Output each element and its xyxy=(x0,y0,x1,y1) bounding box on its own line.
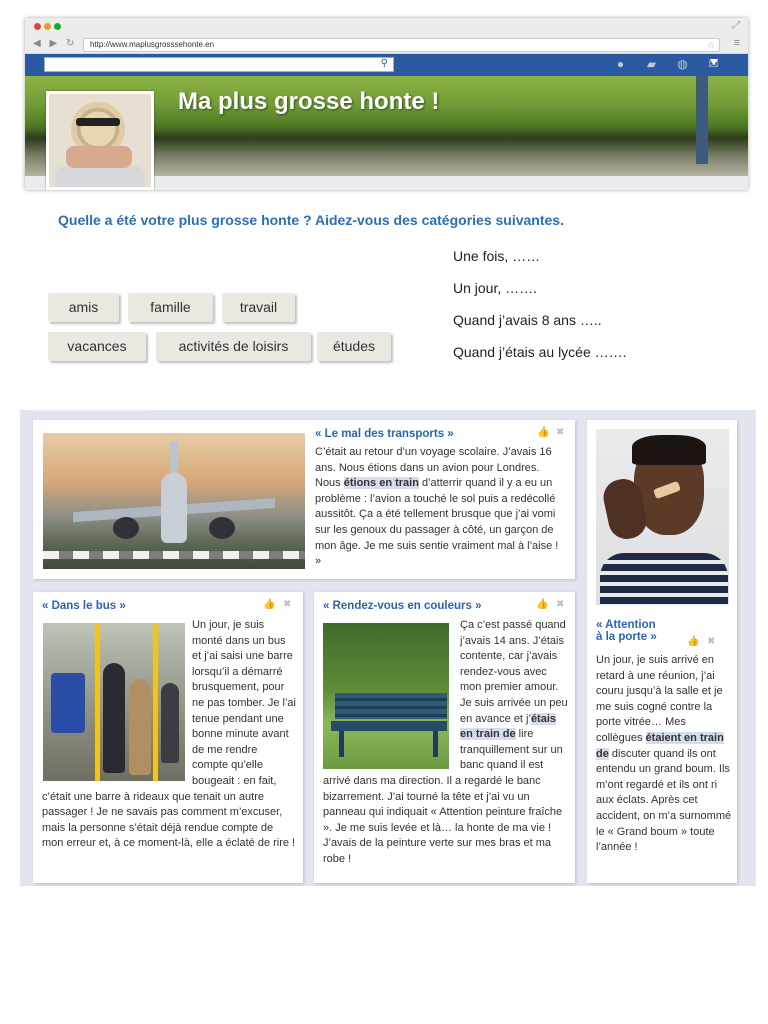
mail-icon[interactable]: ✉ xyxy=(708,57,719,71)
story-text xyxy=(596,653,732,856)
question-heading: Quelle a été votre plus grosse honte ? Aidez-vous des catégories suivantes. xyxy=(58,212,564,228)
close-window-icon[interactable] xyxy=(34,23,41,30)
fullscreen-icon[interactable]: ⤢ xyxy=(732,20,740,31)
site-search-input[interactable] xyxy=(44,57,394,72)
tag-amis[interactable]: amis xyxy=(48,293,119,322)
story-card-bus xyxy=(33,592,303,883)
story-text-part: d’atterrir quand il y a eu un problème : l’avion a touché le sol puis a redécollé aussitôt. Ça a été tellement brusque que j’ai vomi sur les genoux du passager à côté, un garçon de mon âge. Je me suis sentie vraiment mal à l’aise ! » xyxy=(315,477,559,568)
close-icon[interactable]: ✖ xyxy=(707,636,716,647)
runway xyxy=(43,551,305,559)
site-navbar xyxy=(25,54,748,76)
story-title: « Le mal des transports » xyxy=(315,428,454,440)
story-card-transports xyxy=(33,420,575,579)
like-icon[interactable]: 👍 xyxy=(536,599,549,610)
close-icon[interactable]: ✖ xyxy=(556,427,565,438)
starter-2: Un jour, ……. xyxy=(453,280,538,296)
story-text-part: Ça c’est passé quand j’avais 14 ans. J’étais contente, car j’avais rendez-vous avec mon premier amour. Je suis arrivée un peu en avance et j’ xyxy=(460,619,568,725)
panel-tab xyxy=(32,409,147,411)
plane-fuselage xyxy=(161,473,187,543)
highlight-text: étais en train de xyxy=(460,712,557,741)
address-toolbar xyxy=(25,36,748,54)
story-card-porte xyxy=(587,420,737,883)
story-card-couleurs xyxy=(314,592,575,883)
plane-engine-right xyxy=(209,517,235,539)
tag-activites-de-loisirs[interactable]: activités de loisirs xyxy=(156,332,311,361)
story-text-part: lire tranquillement sur un banc quand il est arrivé dans ma direction. Il a regardé le banc bizarrement. J’ai tourné la tête et j’ai vu un panneau qui indiquait « Attention peinture fraîche ». Je me suis levée et là… la honte de ma vie ! J’avais de la peinture verte sur mes bras et ma robe ! xyxy=(323,728,563,865)
window-titlebar xyxy=(25,18,748,36)
story-text xyxy=(42,618,296,852)
tag-travail[interactable]: travail xyxy=(222,293,295,322)
highlight-text: étions en train xyxy=(343,477,419,490)
tag-famille[interactable]: famille xyxy=(128,293,213,322)
tag-vacances[interactable]: vacances xyxy=(48,332,146,361)
close-icon[interactable]: ✖ xyxy=(556,599,565,610)
plane-tail xyxy=(170,441,178,477)
photo-float-spacer xyxy=(323,618,460,768)
page-title: Ma plus grosse honte ! xyxy=(178,88,440,115)
story-title: « Rendez-vous en couleurs » xyxy=(323,600,482,612)
story-text xyxy=(315,445,567,570)
story-title-line: à la porte » xyxy=(596,631,657,643)
avatar-hands xyxy=(66,146,132,168)
bookmark-star-icon[interactable]: ☆ xyxy=(706,40,715,50)
avatar[interactable] xyxy=(46,91,154,190)
starter-3: Quand j’avais 8 ans ….. xyxy=(453,312,602,328)
photo-float-spacer xyxy=(42,618,192,786)
story-text-part: C’était au retour d’un voyage scolaire. J’avais 16 ans. Nous étions dans un avion pour Londres. Nous xyxy=(315,446,552,490)
like-icon[interactable]: 👍 xyxy=(537,427,550,438)
starter-4: Quand j’étais au lycée ……. xyxy=(453,344,627,360)
maximize-window-icon[interactable] xyxy=(54,23,61,30)
airplane-photo xyxy=(43,433,305,569)
story-text-part: discuter quand ils ont entendu un grand boum. Ils m’ont regardé et ils ont ri aux éclats. Après cet accident, on m’a surnommé le « Grand boum » toute l’année ! xyxy=(596,747,732,854)
minimize-window-icon[interactable] xyxy=(44,23,51,30)
like-icon[interactable]: 👍 xyxy=(687,636,700,647)
starter-1: Une fois, …… xyxy=(453,248,541,264)
profile-icon[interactable]: ● xyxy=(616,57,625,71)
plane-engine-left xyxy=(113,517,139,539)
browser-window xyxy=(25,18,748,190)
address-bar[interactable] xyxy=(83,38,720,52)
globe-icon[interactable]: ◍ xyxy=(677,57,688,71)
story-title: « Dans le bus » xyxy=(42,600,126,612)
man-hair xyxy=(632,435,706,465)
story-text xyxy=(323,618,571,868)
url-text: http://www.maplusgrosssehonte.en xyxy=(90,40,215,49)
avatar-photo xyxy=(49,94,151,187)
back-forward-reload-icons[interactable]: ◀ ▶ ↻ xyxy=(33,38,78,49)
sentence-starters xyxy=(453,248,627,376)
tag-etudes[interactable]: études xyxy=(317,332,391,361)
dropdown-caret-icon[interactable] xyxy=(710,59,718,65)
search-icon[interactable]: ⚲ xyxy=(380,58,388,69)
story-title-line: « Attention xyxy=(596,619,656,631)
highlight-text: étaient en train de xyxy=(596,731,724,760)
story-title xyxy=(596,619,657,643)
navbar-icons xyxy=(612,57,722,72)
man-photo xyxy=(596,429,729,605)
like-icon[interactable]: 👍 xyxy=(263,599,276,610)
close-icon[interactable]: ✖ xyxy=(283,599,292,610)
story-text-part: Un jour, je suis monté dans un bus et j’ai saisi une barre lorsqu’il a démarré brusquement, pour ne pas tomber. Je l’ai tenue pendant une bonne minute avant de me rendre compte qu’elle bougeait : en fait, c’était une barre à rideaux que tenait un autre passager ! Je ne savais pas comment m’excuser, mais la personne s’était déjà rendue compte de mon erreur et, à ce moment-là, elle a éclaté de rire ! xyxy=(42,619,296,850)
man-shirt xyxy=(600,553,728,605)
browser-menu-icon[interactable]: ≡ xyxy=(733,37,740,49)
avatar-shirt xyxy=(55,166,145,187)
story-text-part: Un jour, je suis arrivé en retard à une réunion, j’ai couru jusqu’à la salle et je me suis cogné contre la porte vitrée… Mes collègues xyxy=(596,654,723,744)
chat-icon[interactable]: ▰ xyxy=(646,57,657,71)
avatar-hat-band xyxy=(76,118,120,126)
